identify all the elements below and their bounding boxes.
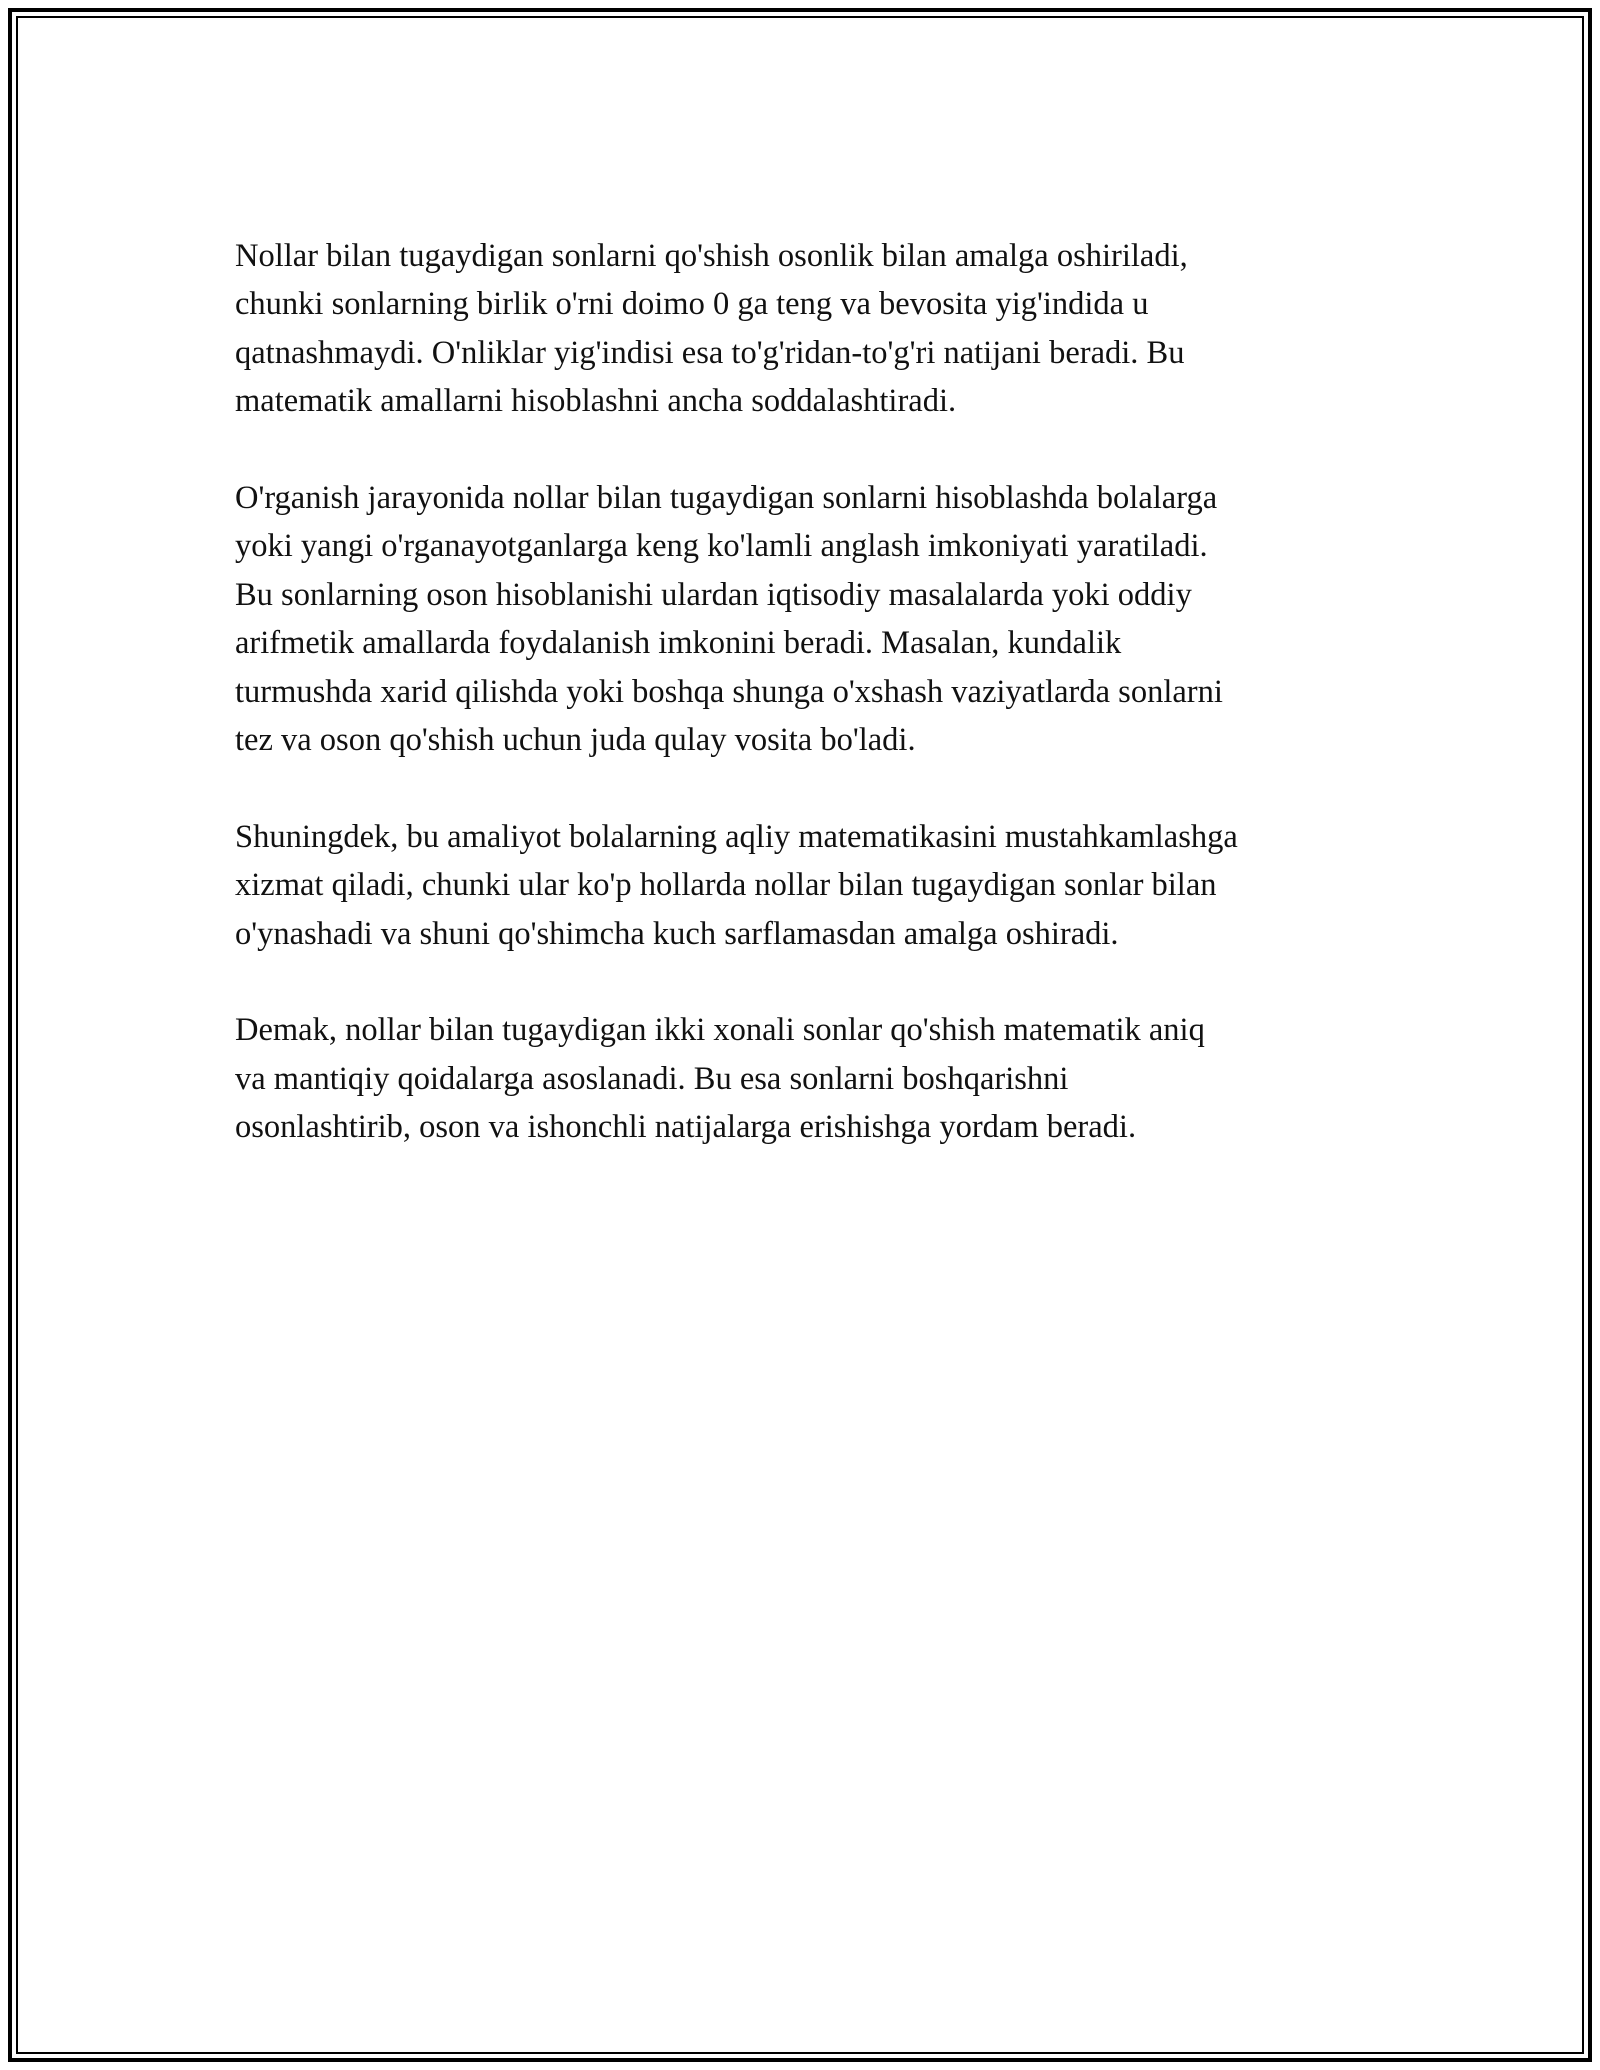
text-line: qatnashmaydi. O'nliklar yig'indisi esa to'g'ridan-to'g'ri natijani beradi. Bu bbox=[235, 334, 1185, 371]
text-line: tez va oson qo'shish uchun juda qulay vosita bo'ladi. bbox=[235, 722, 916, 759]
paragraph-3 bbox=[235, 813, 1375, 958]
text-line: va mantiqiy qoidalarga asoslanadi. Bu esa sonlarni boshqarishni bbox=[235, 1060, 1069, 1097]
text-line: O'rganish jarayonida nollar bilan tugaydigan sonlarni hisoblashda bolalarga bbox=[235, 480, 1218, 517]
text-line: turmushda xarid qilishda yoki boshqa shunga o'xshash vaziyatlarda sonlarni bbox=[235, 673, 1223, 710]
text-line: o'ynashadi va shuni qo'shimcha kuch sarflamasdan amalga oshiradi. bbox=[235, 915, 1119, 952]
document-body bbox=[235, 232, 1375, 1200]
text-line: arifmetik amallarda foydalanish imkonini beradi. Masalan, kundalik bbox=[235, 625, 1122, 662]
text-line: chunki sonlarning birlik o'rni doimo 0 ga teng va bevosita yig'indida u bbox=[235, 286, 1149, 323]
text-line: Demak, nollar bilan tugaydigan ikki xonali sonlar qo'shish matematik aniq bbox=[235, 1012, 1205, 1049]
text-line: osonlashtirib, oson va ishonchli natijalarga erishishga yordam beradi. bbox=[235, 1109, 1137, 1146]
text-line: Shuningdek, bu amaliyot bolalarning aqliy matematikasini mustahkamlashga bbox=[235, 818, 1238, 855]
text-line: Nollar bilan tugaydigan sonlarni qo'shish osonlik bilan amalga oshiriladi, bbox=[235, 238, 1188, 274]
paragraph-1 bbox=[235, 232, 1375, 426]
text-line: Bu sonlarning oson hisoblanishi ulardan iqtisodiy masalalarda yoki oddiy bbox=[235, 576, 1192, 613]
text-line: matematik amallarni hisoblashni ancha soddalashtiradi. bbox=[235, 383, 957, 420]
text-line: xizmat qiladi, chunki ular ko'p hollarda nollar bilan tugaydigan sonlar bilan bbox=[235, 867, 1217, 904]
paragraph-4 bbox=[235, 1006, 1375, 1151]
paragraph-2 bbox=[235, 474, 1375, 764]
text-line: yoki yangi o'rganayotganlarga keng ko'lamli anglash imkoniyati yaratiladi. bbox=[235, 528, 1208, 565]
